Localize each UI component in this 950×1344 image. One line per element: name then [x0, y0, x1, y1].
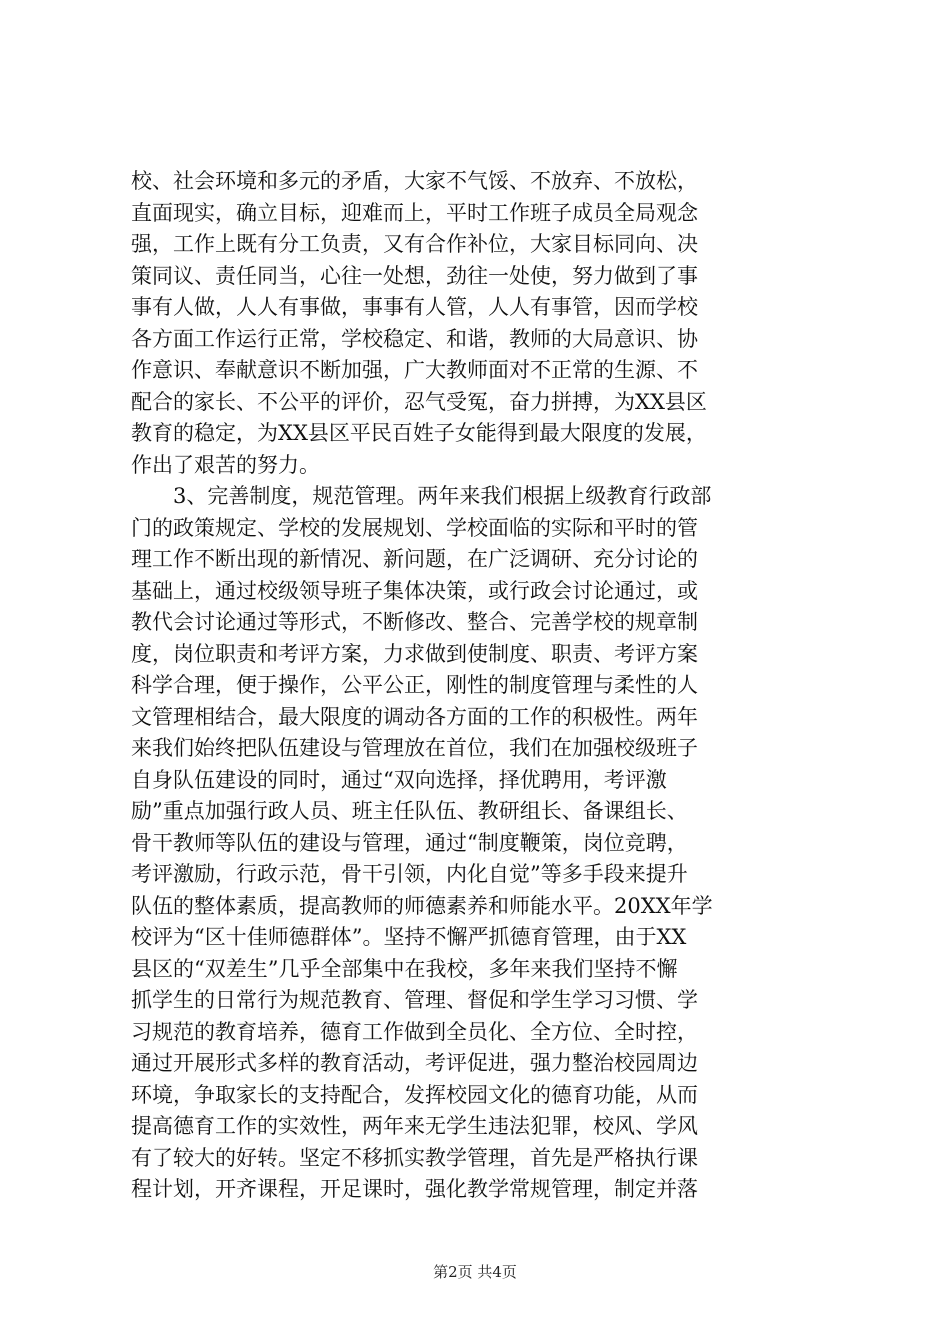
text-line: 教代会讨论通过等形式，不断修改、整合、完善学校的规章制	[131, 610, 698, 634]
page-number-footer: 第2页 共4页	[433, 1263, 517, 1281]
text-line: 强，工作上既有分工负责，又有合作补位，大家目标同向、决	[131, 232, 698, 256]
text-line: 基础上，通过校级领导班子集体决策，或行政会讨论通过，或	[131, 578, 698, 603]
text-line: 配合的家长、不公平的评价，忍气受冤，奋力拼搏，为XX县区	[131, 389, 707, 414]
text-line: 科学合理，便于操作，公平公正，刚性的制度管理与柔性的人	[131, 673, 698, 697]
text-line: 度，岗位职责和考评方案，力求做到使制度、职责、考评方案	[131, 641, 698, 666]
paragraph-start-line: 3、完善制度，规范管理。两年来我们根据上级教育行政部	[173, 484, 712, 508]
text-line: 作出了艰苦的努力。	[131, 452, 320, 477]
text-line: 校、社会环境和多元的矛盾，大家不气馁、不放弃、不放松，	[131, 169, 698, 193]
text-line: 励”重点加强行政人员、班主任队伍、教研组长、备课组长、	[131, 799, 688, 823]
body-text	[131, 166, 831, 1206]
text-line: 自身队伍建设的同时，通过“双向选择，择优聘用，考评激	[131, 767, 667, 792]
text-line: 文管理相结合，最大限度的调动各方面的工作的积极性。两年	[131, 704, 698, 729]
text-line: 理工作不断出现的新情况、新问题，在广泛调研、充分讨论的	[131, 547, 698, 571]
text-line: 程计划，开齐课程，开足课时，强化教学常规管理，制定并落	[131, 1177, 698, 1201]
text-line: 校评为“区十佳师德群体”。坚持不懈严抓德育管理，由于XX	[131, 925, 687, 949]
text-line: 作意识、奉献意识不断加强，广大教师面对不正常的生源、不	[131, 358, 698, 382]
text-line: 抓学生的日常行为规范教育、管理、督促和学生学习习惯、学	[131, 988, 698, 1012]
text-line: 骨干教师等队伍的建设与管理，通过“制度鞭策，岗位竞聘，	[131, 830, 688, 855]
text-line: 队伍的整体素质，提高教师的师德素养和师能水平。20XX年学	[131, 893, 713, 918]
text-line: 直面现实，确立目标，迎难而上，平时工作班子成员全局观念	[131, 200, 698, 225]
text-line: 习规范的教育培养，德育工作做到全员化、全方位、全时控，	[131, 1019, 698, 1044]
text-line: 县区的“双差生”几乎全部集中在我校，多年来我们坚持不懈	[131, 956, 678, 981]
text-line: 考评激励，行政示范，骨干引领，内化自觉”等多手段来提升	[131, 862, 688, 886]
text-line: 提高德育工作的实效性，两年来无学生违法犯罪，校风、学风	[131, 1114, 698, 1138]
text-line: 来我们始终把队伍建设与管理放在首位，我们在加强校级班子	[131, 736, 698, 760]
text-line: 环境，争取家长的支持配合，发挥校园文化的德育功能，从而	[131, 1082, 698, 1107]
text-line: 策同议、责任同当，心往一处想，劲往一处使，努力做到了事	[131, 263, 698, 288]
text-line: 各方面工作运行正常，学校稳定、和谐，教师的大局意识、协	[131, 326, 698, 351]
text-line: 教育的稳定，为XX县区平民百姓子女能得到最大限度的发展，	[131, 421, 707, 445]
text-line: 门的政策规定、学校的发展规划、学校面临的实际和平时的管	[131, 515, 698, 540]
text-line: 有了较大的好转。坚定不移抓实教学管理，首先是严格执行课	[131, 1145, 698, 1170]
text-line: 事有人做，人人有事做，事事有人管，人人有事管，因而学校	[131, 295, 698, 319]
text-line: 通过开展形式多样的教育活动，考评促进，强力整治校园周边	[131, 1051, 698, 1075]
